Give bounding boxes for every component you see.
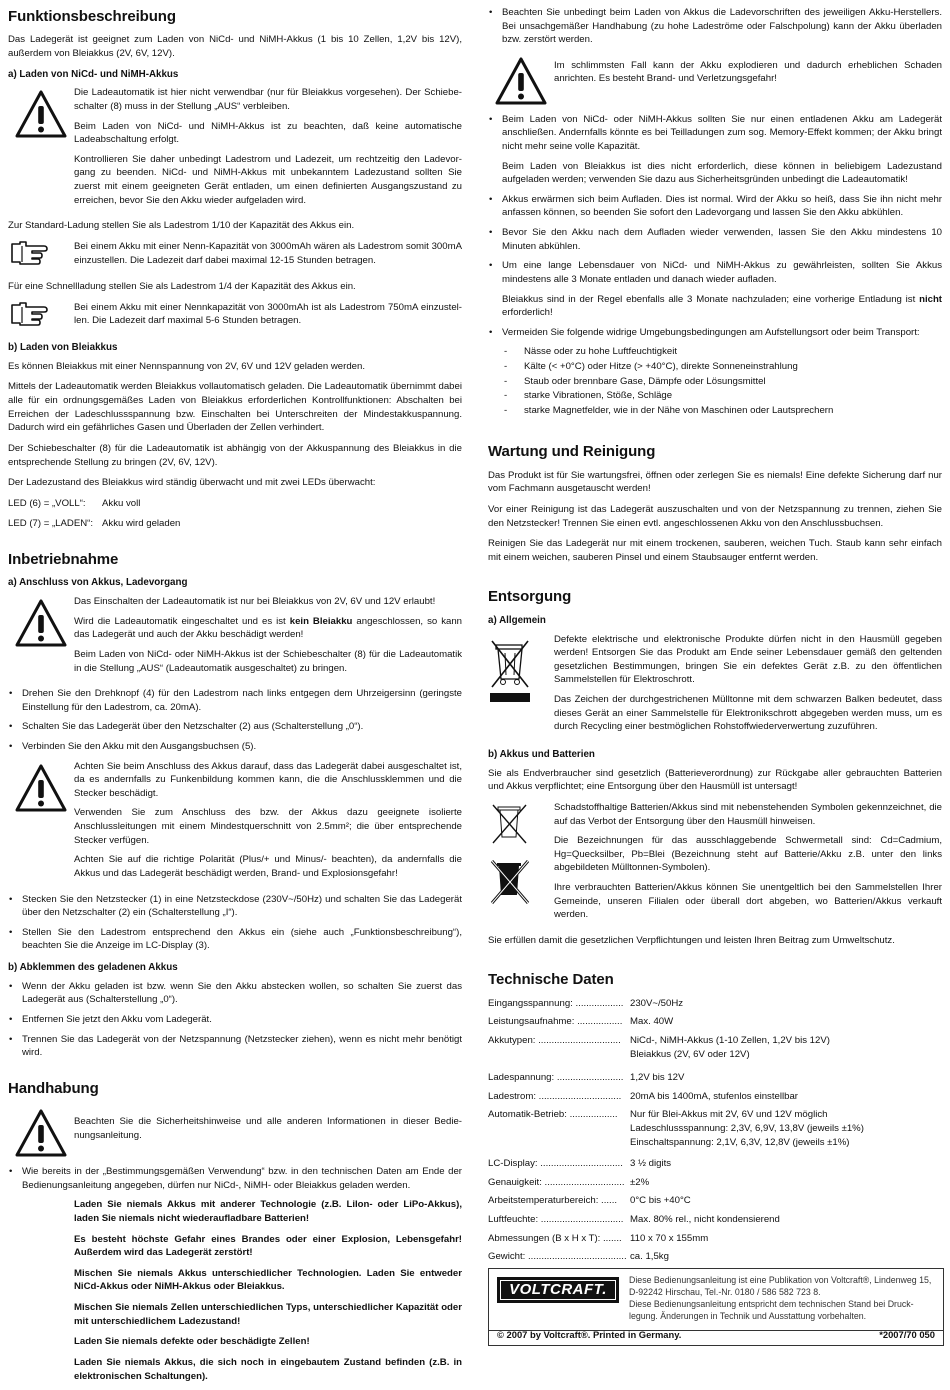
warning-icon (8, 1105, 74, 1157)
spec-value: 110 x 70 x 155mm (630, 1232, 709, 1244)
battery-text: Ihre verbrauchten Batterien/Akkus können Sie unentgeltlich bei den Sammelstellen Ihrer Gemeinde, unseren Filialen oder überall dort abgeben, wo Batterien/Akkus verkauft werden. (554, 882, 942, 921)
handhabung-bold-warnings (8, 1198, 462, 1383)
list-item: • Schalten Sie das Ladegerät über den Netzschalter (2) aus (Schalterstellung „0“). (8, 720, 462, 734)
inbetrieb-title: Inbetriebnahme (8, 550, 119, 568)
tech-title: Technische Daten (488, 971, 614, 989)
list-item: • Stellen Sie den Ladestrom entsprechend den Akkus ein (siehe auch „Funktionsbeschreibung“), beachten Sie die Anzeige im LC-Display (3). (8, 926, 462, 953)
warning-icon (8, 760, 74, 887)
led-row-full (8, 497, 462, 511)
bold-warning: Laden Sie niemals Akkus, die sich noch in eingebautem Zustand befinden (z.B. in elektronischen Schaltungen). (74, 1356, 462, 1382)
list-item: • Verbinden Sie den Akku mit den Ausgangsbuchsen (5). (8, 740, 462, 754)
list-item: • Beim Laden von NiCd- oder NiMH-Akkus sollten Sie nur einen entladenen Akku am Ladegerät anschließen. Andernfalls könnte es bei Teilladungen zum sog. Memory-Effekt kommen; der Akku bringt nicht mehr seine volle Kapazität. Beim Laden von Bleiakkus ist dies nicht erforderlich, diese können in beliebigem Ladezustand aufgeladen werden; verwenden Sie dazu aus Sicherheitsgründen unbedingt die Ladeautomatik! (488, 113, 942, 187)
spec-label: Ladespannung: ......................... (488, 1072, 624, 1084)
right-column (488, 6, 942, 1269)
warning-text: Achten Sie beim Anschluss des Akkus darauf, dass das Ladegerät dabei ausgeschaltet ist, da es andernfalls zu Funkenbildung kommen kann, die die Anschlussklemmen und die Stecker beschädigt. (74, 760, 462, 799)
spec-label: Ladestrom: ............................... (488, 1090, 622, 1102)
spec-row (488, 1176, 942, 1190)
tech-specs (488, 997, 942, 1264)
batterien-heading: b) Akkus und Batterien (488, 748, 595, 760)
bold-warning: Es besteht höchste Gefahr eines Brandes oder einer Explosion, Lebensgefahr! Außerdem wird das Ladegerät zerstört! (74, 1233, 462, 1259)
spec-label: Leistungsaufnahme: ................. (488, 1016, 623, 1028)
list-item: - Nässe oder zu hohe Luftfeuchtigkeit (502, 345, 942, 359)
anschluss-steps (8, 687, 462, 753)
list-item: • Beachten Sie unbedingt beim Laden von Akkus die Ladevorschriften des jeweiligen Akku-Herstellers. Bei unsachgemäßer Handhabung (zu hohe Ladeströme oder Falschpolung) kann der Akku überladen bzw. zerstört werden. (488, 6, 942, 47)
bold-warning: Laden Sie niemals defekte oder beschädigte Zellen! (74, 1336, 310, 1348)
handhabung-list (8, 1165, 462, 1192)
spec-label: LC-Display: ............................... (488, 1158, 623, 1170)
voltcraft-logo: VOLTCRAFT. (497, 1277, 619, 1303)
warning-text: Achten Sie auf die richtige Polarität (Plus/+ und Minus/- beachten), da andernfalls die Akkus und das Ladegerät beschädigt werden, Brand- und Explosionsgefahr! (74, 854, 462, 879)
list-item: • Trennen Sie das Ladegerät von der Netzspannung (Netzstecker ziehen), wenn es nicht mehr benötigt wird. (8, 1033, 462, 1060)
led-label: LED (6) = „VOLL“: (8, 497, 86, 509)
bold-warning: Laden Sie niemals Akkus mit anderer Technologie (z.B. LiIon- oder LiPo-Akkus), laden Sie niemals nicht wiederaufladbare Batterien! (74, 1199, 462, 1225)
blei-heading: b) Laden von Bleiakkus (8, 341, 118, 353)
spec-row (488, 1090, 942, 1104)
spec-row (488, 1213, 942, 1227)
anschluss-warning (8, 595, 462, 681)
list-item: • Um eine lange Lebensdauer von NiCd- und NiMH-Akkus zu gewährleisten, sollten Sie Akkus mindestens alle 3 Monate entladen und danach wieder aufladen. Bleiakkus sind in der Regel ebenfalls alle 3 Monate nachzuladen; eine vorherige Entladung ist nicht erforderlich! (488, 259, 942, 319)
nicd-warning (8, 86, 462, 213)
anschluss-heading: a) Anschluss von Akkus, Ladevorgang (8, 577, 188, 589)
blei-text: Es können Bleiakkus mit einer Nennspannung von 2V, 6V und 12V geladen werden. (8, 360, 365, 372)
publisher-footer (488, 1268, 944, 1346)
spec-row (488, 997, 942, 1011)
battery-bin-icons (488, 801, 554, 928)
list-item: • Vermeiden Sie folgende widrige Umgebungsbedingungen am Aufstellungsort oder beim Transport: (488, 326, 942, 340)
spec-label: Gewicht: ..................................... (488, 1251, 627, 1263)
spec-value: NiCd-, NiMH-Akkus (1-10 Zellen, 1,2V bis 12V) Bleiakkus (2V, 6V oder 12V) (630, 1034, 830, 1060)
batterien-text: Sie als Endverbraucher sind gesetzlich (Batterieverordnung) zur Rückgabe aller gebrauchten Batterien und Akkus verpflichtet; eine Entsorgung über den Hausmüll ist untersagt! (488, 767, 942, 793)
spec-value: 3 ½ digits (630, 1158, 672, 1170)
explosion-warning (488, 53, 942, 105)
wartung-text: Das Produkt ist für Sie wartungsfrei, öffnen oder zerlegen Sie es niemals! Eine defekte Sicherung darf nur vom Fachmann ausgetauscht werden! (488, 469, 942, 495)
power-steps (8, 893, 462, 953)
spec-label: Eingangsspannung: .................. (488, 997, 624, 1009)
warning-text: Wird die Ladeautomatik eingeschaltet und es ist kein Bleiakku angeschlossen, so kann das Ladegerät und auch der Akku beschädigt werden! (74, 615, 463, 641)
blei-note: Bleiakkus sind in der Regel ebenfalls alle 3 Monate nachzuladen; eine vorherige Entladung ist nicht erforderlich! (502, 293, 942, 319)
spec-value: 230V~/50Hz (630, 997, 684, 1009)
abklemmen-steps (8, 980, 462, 1060)
funktion-title: Funktionsbeschreibung (8, 8, 176, 25)
polarity-warning (8, 760, 462, 887)
list-item: • Drehen Sie den Drehknopf (4) für den Ladestrom nach links entgegen dem Uhrzeigersinn (geringste Einstellung für den Ladestrom, ca. 20mA). (8, 687, 462, 714)
wartung-title: Wartung und Reinigung (488, 443, 656, 461)
spec-row (488, 1015, 942, 1029)
blei-text: Der Ladezustand des Bleiakkus wird ständig überwacht und mit zwei LEDs überwacht: (8, 477, 376, 489)
spec-label: Genauigkeit: .............................. (488, 1176, 625, 1188)
led-meaning: Akku wird geladen (102, 518, 181, 530)
list-item: • Akkus erwärmen sich beim Aufladen. Dies ist normal. Wird der Akku so heiß, dass Sie ihn nicht mehr anfassen können, so beenden Sie sofort den Ladevorgang und lassen Sie den Akku abkühlen. (488, 193, 942, 220)
list-item: - starke Magnetfelder, wie in der Nähe von Maschinen oder Lautsprechern (502, 404, 942, 418)
crossed-bin-icon (488, 633, 554, 740)
led-label: LED (7) = „LADEN“: (8, 518, 94, 530)
list-item: • Wie bereits in der „Bestimmungsgemäßen Verwendung“ bzw. in den technischen Daten am Ende der Bedienungsanleitung angegeben, dürfen nur NiCd-, NiMH- oder Bleiakkus geladen werden. (8, 1165, 462, 1192)
warning-text: Verwenden Sie zum Anschluss des bzw. der Akkus dazu geeignete isolierte Anschlussleitungen mit einem Mindestquerschnitt von 2.5mm²; die über entsprechende Stecker verfügen. (74, 807, 462, 846)
abklemmen-heading: b) Abklemmen des geladenen Akkus (8, 961, 178, 973)
warning-icon (488, 53, 554, 105)
list-item: • Stecken Sie den Netzstecker (1) in eine Netzsteckdose (230V~/50Hz) und schalten Sie das Ladegerät über den Netzschalter (2) ein (Schalterstellung „I“). (8, 893, 462, 920)
spec-value: 20mA bis 1400mA, stufenlos einstellbar (630, 1090, 798, 1102)
spec-row (488, 1108, 942, 1149)
batterien-closing: Sie erfüllen damit die gesetzlichen Verpflichtungen und leisten Ihren Beitrag zum Umweltschutz. (488, 934, 895, 946)
warning-text: Kontrollieren Sie daher unbedingt Ladestrom und Ladezeit, um rechtzeitig den Ladevor-gang zu beenden. NiCd- und NiMH-Akkus mit unbekanntem Ladezustand sollten Sie zuerst mit einem geeigneten Gerät entladen, um einen definierten Ausgangszustand zu erreichen, bevor Sie den Akku wieder aufgeladen wird. (74, 153, 462, 206)
list-item: • Wenn der Akku geladen ist bzw. wenn Sie den Akku abstecken wollen, so schalten Sie zuerst das Ladegerät aus (Schalterstellung „0“). (8, 980, 462, 1007)
spec-value: Nur für Blei-Akkus mit 2V, 6V und 12V möglich Ladeschlussspannung: 2,3V, 6,9V, 13,8V (jeweils ±1%) Einschaltspannung: 2,1V, 6,3V, 12,8V (jeweils ±1%) (630, 1109, 864, 1148)
list-item: • Bevor Sie den Akku nach dem Aufladen wieder verwenden, lassen Sie den Akku mindestens 10 Minuten abkühlen. (488, 226, 942, 253)
spec-row (488, 1250, 942, 1264)
warning-text: Beim Laden von NiCd- und NiMH-Akkus ist zu beachten, daß keine automatische Ladeabschaltung erfolgt. (74, 120, 462, 146)
warning-text: Im schlimmsten Fall kann der Akku explodieren und dadurch erheblichen Schaden anrichten. Es besteht Brand- und Verletzungsgefahr! (554, 59, 942, 85)
warning-text: Das Einschalten der Ladeautomatik ist nur bei Bleiakkus von 2V, 6V und 12V erlaubt! (74, 596, 436, 608)
battery-disposal-notice (488, 801, 942, 928)
led-row-charging (8, 517, 462, 531)
spec-row (488, 1034, 942, 1061)
spec-value: 1,2V bis 12V (630, 1072, 685, 1084)
pointing-hand-icon (8, 301, 74, 335)
example-text: Bei einem Akku mit einer Nenn-Kapazität von 3000mAh wären als Ladestrom somit 300mA einzustellen. Die Ladezeit darf dabei maximal 12-15 Stunden betragen. (74, 240, 462, 266)
warning-text: Beim Laden von NiCd- oder NiMH-Akkus ist der Schiebeschalter (8) für die Ladeautomatik in die Stellung „AUS“ (Ladeautomatik ausgeschaltet) zu bringen. (74, 648, 462, 674)
warning-icon (8, 86, 74, 213)
led-meaning: Akku voll (102, 497, 141, 509)
list-item: - Staub oder brennbare Gase, Dämpfe oder Lösungsmittel (502, 375, 942, 389)
standard-charge-example (8, 240, 462, 274)
spec-row (488, 1194, 942, 1208)
spec-label: Automatik-Betrieb: .................. (488, 1109, 618, 1121)
spec-label: Abmessungen (B x H x T): ....... (488, 1232, 622, 1244)
spec-value: 0°C bis +40°C (630, 1195, 691, 1207)
spec-value: ca. 1,5kg (630, 1251, 669, 1263)
left-column (8, 6, 462, 1390)
entsorgung-title: Entsorgung (488, 588, 572, 606)
bold-warning: Mischen Sie niemals Akkus unterschiedlicher Technologien. Laden Sie entweder NiCd-Akkus oder NiMH-Akkus oder Bleiakkus. (74, 1267, 462, 1293)
spec-label: Arbeitstemperaturbereich: ...... (488, 1195, 618, 1207)
document-code: *2007/70 050 (879, 1328, 935, 1340)
publisher-disclaimer: Diese Bedienungsanleitung entspricht dem technischen Stand bei Druck-legung. Änderungen in Technik und Ausstattung vorbehalten. (629, 1298, 914, 1321)
weee-notice (488, 633, 942, 740)
spec-value: Max. 40W (630, 1016, 674, 1028)
wartung-text: Vor einer Reinigung ist das Ladegerät auszuschalten und von der Netzspannung zu trennen, ziehen Sie den Netzstecker! Trennen Sie einen evtl. angeschlossenen Akku von den Anschlussbuchsen. (488, 503, 942, 529)
copyright: © 2007 by Voltcraft®. Printed in Germany. (497, 1328, 682, 1340)
publisher-address: Diese Bedienungsanleitung ist eine Publikation von Voltcraft®, Lindenweg 15, D-92242 Hirschau, Tel.-Nr. 0180 / 586 582 723 8. (629, 1275, 932, 1297)
blei-text: Der Schiebeschalter (8) für die Ladeautomatik ist abhängig von der Akkuspannung des Bleiakkus in die entsprechende Stellung zu bringen (2V, 6V, 12V). (8, 442, 462, 468)
spec-label: Luftfeuchte: ............................... (488, 1214, 624, 1226)
wartung-text: Reinigen Sie das Ladegerät nur mit einem trockenen, sauberen, weichen Tuch. Staub kann sehr einfach mit einem weichen, sauberen Pinsel und einem Staubsauger entfernt werden. (488, 538, 942, 563)
warning-text: Die Ladeautomatik ist hier nicht verwendbar (nur für Bleiakkus vorgesehen). Der Schiebe-schalter (8) muss in der Stellung „AUS“ verbleiben. (74, 87, 462, 113)
spec-value: Max. 80% rel., nicht kondensierend (630, 1214, 780, 1226)
warning-text: Beachten Sie die Sicherheitshinweise und alle anderen Informationen in dieser Bedie-nungsanleitung. (74, 1116, 462, 1141)
allgemein-heading: a) Allgemein (488, 614, 546, 626)
spec-row (488, 1232, 942, 1246)
spec-row (488, 1071, 942, 1085)
pointing-hand-icon (8, 240, 74, 274)
bold-warning: Mischen Sie niemals Zellen unterschiedlichen Typs, unterschiedlicher Kapazität oder mit unterschiedlichem Ladezustand! (74, 1302, 462, 1327)
blei-note: Beim Laden von Bleiakkus ist dies nicht erforderlich, diese können in beliebigem Ladezustand aufgeladen werden; verwenden Sie dazu aus Sicherheitsgründen unbedingt die Ladeautomatik! (502, 160, 942, 186)
example-text: Bei einem Akku mit einer Nennkapazität von 3000mAh ist als Ladestrom 750mA einzustel-len. Die Ladezeit darf maximal 5-6 Stunden betragen. (74, 301, 462, 327)
handhabung-warning (8, 1105, 462, 1157)
list-item: - starke Vibrationen, Stöße, Schläge (502, 389, 942, 403)
weee-text: Defekte elektrische und elektronische Produkte dürfen nicht in den Hausmüll gegeben werden! Entsorgen Sie das Produkt am Ende seiner Lebensdauer gemäß den geltenden gesetzlichen Bestimmungen, bringen Sie ein defektes Gerät z.B. zu den öffentlichen Sammelstellen für Elektroschrott. (554, 633, 942, 686)
warning-icon (8, 595, 74, 681)
nicd-heading: a) Laden von NiCd- und NiMH-Akkus (8, 68, 179, 80)
publisher-info (629, 1275, 939, 1323)
fast-charge-text: Für eine Schnellladung stellen Sie als Ladestrom 1/4 der Kapazität des Akkus ein. (8, 281, 356, 293)
battery-text: Schadstoffhaltige Batterien/Akkus sind mit nebenstehenden Symbolen gekennzeichnet, die auf das Verbot der Entsorgung über den Hausmüll hinweisen. (554, 801, 942, 827)
spec-row (488, 1157, 942, 1171)
spec-value: ±2% (630, 1176, 650, 1188)
funktion-intro: Das Ladegerät ist geeignet zum Laden von NiCd- und NiMH-Akkus (1 bis 10 Zellen, 1,2V bis 12V), außerdem von Bleiakkus (2V, 6V, 12V). (8, 34, 462, 59)
weee-text: Das Zeichen der durchgestrichenen Mülltonne mit dem schwarzen Balken bedeutet, dass dieses Gerät an einer Sammelstelle für Elektronikschrott abgegeben werden muss, um es durch Recycling einer bestmöglichen Rohstoffwiederverwertung zuzuführen. (554, 694, 942, 733)
handhabung-title: Handhabung (8, 1079, 99, 1097)
list-item: • Entfernen Sie jetzt den Akku vom Ladegerät. (8, 1013, 462, 1027)
charging-rules (488, 6, 942, 47)
standard-charge-text: Zur Standard-Ladung stellen Sie als Ladestrom 1/10 der Kapazität des Akkus ein. (8, 220, 355, 232)
fast-charge-example (8, 301, 462, 335)
list-item: - Kälte (< +0°C) oder Hitze (> +40°C), direkte Sonneneinstrahlung (502, 360, 942, 374)
blei-text: Mittels der Ladeautomatik werden Bleiakkus vollautomatisch geladen. Die Ladeautomatik übernimmt dabei alle für ein ordnungsgemäßes Laden von Bleiakkus erforderlichen Kontrollfunktionen: Abschalten bei Erreichen der Ladeschlussspannung bzw. Einschalten bei Unterschreiten der Mindestakkuspannung. Dadurch wird ein gefährliches Gasen und Überladen der Zellen verhindert. (8, 381, 462, 434)
spec-label: Akkutypen: ............................... (488, 1034, 621, 1046)
care-list (488, 113, 942, 340)
environment-list (502, 345, 942, 417)
battery-text: Die Bezeichnungen für das ausschlaggebende Schwermetall sind: Cd=Cadmium, Hg=Quecksilber, Pb=Blei (Bezeichnung steht auf Batterie/Akku z.B. unter den links abgebildeten Mülltonnen-Symbolen). (554, 835, 942, 874)
